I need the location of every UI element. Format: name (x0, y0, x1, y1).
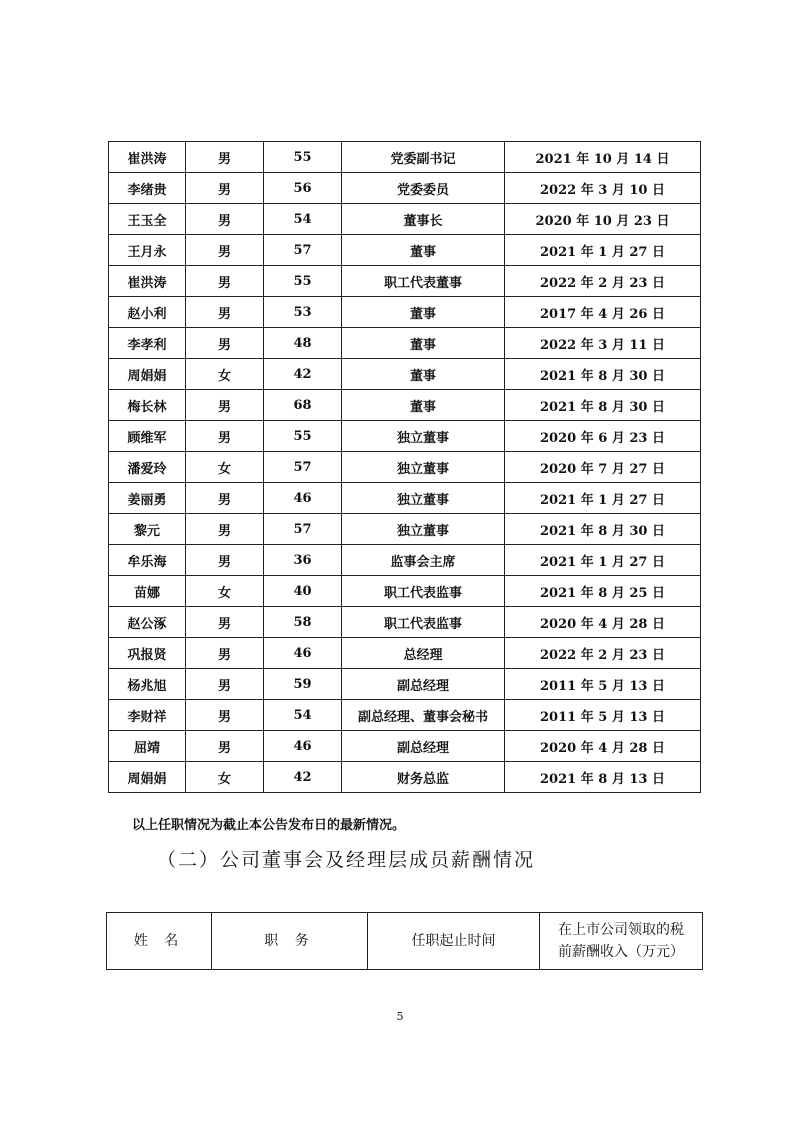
table-row (109, 545, 701, 576)
cell-date: 2020 年 6 月 23 日 (505, 421, 701, 452)
cell-position: 独立董事 (342, 514, 505, 545)
cell-age: 40 (264, 576, 342, 607)
cell-gender: 男 (186, 142, 264, 173)
cell-gender: 男 (186, 328, 264, 359)
table-row (109, 235, 701, 266)
cell-date: 2022 年 3 月 10 日 (505, 173, 701, 204)
table-row (109, 700, 701, 731)
cell-name: 巩报贤 (109, 638, 186, 669)
cell-age: 57 (264, 452, 342, 483)
table-row (109, 452, 701, 483)
table-row (109, 266, 701, 297)
cell-name: 姜丽勇 (109, 483, 186, 514)
cell-date: 2021 年 10 月 14 日 (505, 142, 701, 173)
cell-date: 2021 年 1 月 27 日 (505, 483, 701, 514)
cell-name: 屈靖 (109, 731, 186, 762)
cell-age: 46 (264, 638, 342, 669)
table-row (109, 731, 701, 762)
cell-date: 2021 年 8 月 30 日 (505, 514, 701, 545)
cell-name: 黎元 (109, 514, 186, 545)
cell-name: 崔洪涛 (109, 266, 186, 297)
cell-position: 副总经理、董事会秘书 (342, 700, 505, 731)
table-row (109, 638, 701, 669)
roster-table-body (109, 142, 701, 793)
cell-date: 2011 年 5 月 13 日 (505, 669, 701, 700)
cell-date: 2021 年 1 月 27 日 (505, 545, 701, 576)
cell-name: 李孝利 (109, 328, 186, 359)
cell-position: 财务总监 (342, 762, 505, 793)
cell-gender: 男 (186, 700, 264, 731)
cell-gender: 男 (186, 173, 264, 204)
cell-age: 58 (264, 607, 342, 638)
cell-date: 2021 年 8 月 25 日 (505, 576, 701, 607)
salary-header-row (107, 913, 703, 970)
cell-name: 李财祥 (109, 700, 186, 731)
cell-date: 2020 年 4 月 28 日 (505, 731, 701, 762)
cell-position: 董事 (342, 235, 505, 266)
cell-gender: 男 (186, 638, 264, 669)
cell-date: 2020 年 4 月 28 日 (505, 607, 701, 638)
roster-table (108, 141, 701, 793)
table-row (109, 483, 701, 514)
cell-position: 独立董事 (342, 421, 505, 452)
cell-name: 赵小利 (109, 297, 186, 328)
cell-position: 总经理 (342, 638, 505, 669)
cell-age: 55 (264, 266, 342, 297)
cell-position: 独立董事 (342, 483, 505, 514)
salary-header-income (540, 913, 703, 970)
cell-gender: 男 (186, 204, 264, 235)
cell-name: 杨兆旭 (109, 669, 186, 700)
page-number: 5 (396, 1010, 404, 1023)
cell-name: 顾维军 (109, 421, 186, 452)
cell-gender: 男 (186, 235, 264, 266)
cell-position: 董事 (342, 297, 505, 328)
table-row (109, 142, 701, 173)
footnote: 以上任职情况为截止本公告发布日的最新情况。 (132, 818, 406, 833)
cell-date: 2021 年 8 月 30 日 (505, 359, 701, 390)
salary-header-position: 职 务 (212, 913, 368, 970)
cell-date: 2021 年 8 月 13 日 (505, 762, 701, 793)
cell-gender: 男 (186, 483, 264, 514)
cell-name: 王玉全 (109, 204, 186, 235)
salary-table (106, 912, 703, 970)
cell-position: 副总经理 (342, 731, 505, 762)
cell-date: 2020 年 10 月 23 日 (505, 204, 701, 235)
cell-gender: 女 (186, 762, 264, 793)
cell-age: 54 (264, 204, 342, 235)
salary-header-name: 姓 名 (107, 913, 212, 970)
cell-age: 54 (264, 700, 342, 731)
cell-position: 监事会主席 (342, 545, 505, 576)
cell-age: 56 (264, 173, 342, 204)
cell-date: 2022 年 2 月 23 日 (505, 266, 701, 297)
cell-name: 梅长林 (109, 390, 186, 421)
salary-header-income-line2: 前薪酬收入（万元） (558, 944, 684, 960)
table-row (109, 576, 701, 607)
cell-gender: 男 (186, 390, 264, 421)
cell-gender: 男 (186, 669, 264, 700)
table-row (109, 359, 701, 390)
cell-position: 董事长 (342, 204, 505, 235)
cell-position: 党委委员 (342, 173, 505, 204)
cell-age: 46 (264, 483, 342, 514)
section-heading: （二）公司董事会及经理层成员薪酬情况 (157, 849, 536, 871)
cell-position: 副总经理 (342, 669, 505, 700)
cell-date: 2011 年 5 月 13 日 (505, 700, 701, 731)
cell-age: 59 (264, 669, 342, 700)
cell-position: 董事 (342, 328, 505, 359)
cell-gender: 男 (186, 421, 264, 452)
cell-age: 57 (264, 235, 342, 266)
salary-header-income-line1: 在上市公司领取的税 (558, 921, 684, 938)
cell-position: 董事 (342, 359, 505, 390)
cell-name: 潘爱玲 (109, 452, 186, 483)
table-row (109, 421, 701, 452)
cell-age: 46 (264, 731, 342, 762)
table-row (109, 328, 701, 359)
cell-gender: 男 (186, 731, 264, 762)
cell-date: 2021 年 1 月 27 日 (505, 235, 701, 266)
cell-gender: 女 (186, 359, 264, 390)
cell-position: 职工代表监事 (342, 607, 505, 638)
table-row (109, 204, 701, 235)
cell-gender: 女 (186, 576, 264, 607)
cell-position: 职工代表监事 (342, 576, 505, 607)
cell-date: 2021 年 8 月 30 日 (505, 390, 701, 421)
cell-date: 2022 年 3 月 11 日 (505, 328, 701, 359)
cell-name: 周娟娟 (109, 359, 186, 390)
table-row (109, 607, 701, 638)
cell-position: 党委副书记 (342, 142, 505, 173)
cell-age: 48 (264, 328, 342, 359)
cell-age: 55 (264, 142, 342, 173)
cell-name: 王月永 (109, 235, 186, 266)
cell-name: 牟乐海 (109, 545, 186, 576)
table-row (109, 669, 701, 700)
table-row (109, 390, 701, 421)
cell-age: 36 (264, 545, 342, 576)
table-row (109, 514, 701, 545)
cell-age: 42 (264, 762, 342, 793)
cell-age: 68 (264, 390, 342, 421)
cell-position: 董事 (342, 390, 505, 421)
cell-name: 崔洪涛 (109, 142, 186, 173)
cell-gender: 男 (186, 297, 264, 328)
cell-gender: 男 (186, 545, 264, 576)
cell-gender: 男 (186, 266, 264, 297)
cell-age: 55 (264, 421, 342, 452)
cell-age: 42 (264, 359, 342, 390)
cell-name: 赵公涿 (109, 607, 186, 638)
cell-age: 57 (264, 514, 342, 545)
cell-gender: 男 (186, 514, 264, 545)
cell-position: 独立董事 (342, 452, 505, 483)
table-row (109, 297, 701, 328)
cell-date: 2022 年 2 月 23 日 (505, 638, 701, 669)
cell-name: 李绪贵 (109, 173, 186, 204)
cell-age: 53 (264, 297, 342, 328)
cell-name: 周娟娟 (109, 762, 186, 793)
cell-gender: 男 (186, 607, 264, 638)
salary-header-term: 任职起止时间 (368, 913, 540, 970)
cell-gender: 女 (186, 452, 264, 483)
cell-date: 2017 年 4 月 26 日 (505, 297, 701, 328)
table-row (109, 173, 701, 204)
cell-date: 2020 年 7 月 27 日 (505, 452, 701, 483)
table-row (109, 762, 701, 793)
cell-position: 职工代表董事 (342, 266, 505, 297)
cell-name: 苗娜 (109, 576, 186, 607)
